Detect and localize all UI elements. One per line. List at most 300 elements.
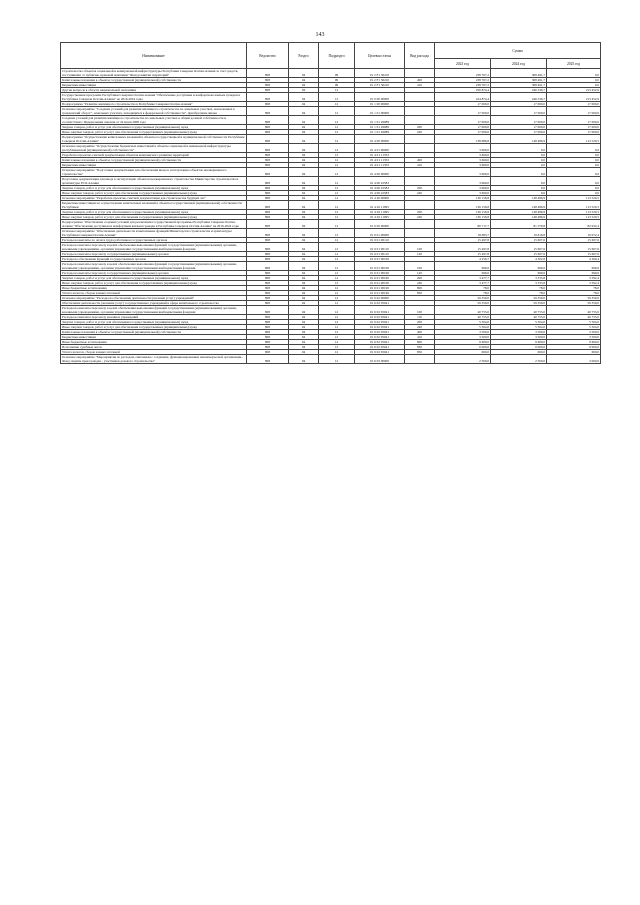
cell-a: 224 874,4: [435, 93, 491, 102]
cell-cs: 01 6 01 00000: [355, 229, 405, 238]
cell-cs: 01 6 02 05041: [355, 330, 405, 335]
cell-ved: 808: [247, 116, 289, 125]
cell-rz: 04: [289, 315, 319, 320]
cell-vr: [405, 168, 435, 177]
cell-c: 59 359,0: [547, 301, 601, 306]
cell-ved: 808: [247, 281, 289, 286]
cell-name: Подпрограмма "Обеспечение создания условий для реализации государственной программы Республики Северная Осетия-Алания "Обеспечение доступным и комфортным жильем граждан в Республике Северная Осетия-Алания" на 2016-2024 годы: [61, 220, 247, 229]
cell-c: 0,0: [547, 158, 601, 163]
cell-b: 59 359,0: [491, 301, 547, 306]
cell-rz: 04: [289, 186, 319, 191]
cell-ved: 808: [247, 163, 289, 168]
cell-a: 15 497,8: [435, 252, 491, 257]
cell-c: 3 592,4: [547, 281, 601, 286]
cell-rz: 04: [289, 286, 319, 291]
cell-pr: 12: [319, 135, 355, 144]
cell-c: 0,0: [547, 78, 601, 83]
cell-b: 78,0: [491, 291, 547, 296]
cell-b: 0,0: [491, 144, 547, 153]
cell-a: 17 000,0: [435, 130, 491, 135]
cell-ved: 808: [247, 135, 289, 144]
cell-rz: 04: [289, 350, 319, 355]
cell-b: 3 500,0: [491, 335, 547, 340]
cell-a: 136 156,8: [435, 196, 491, 201]
cell-c: 0,0: [547, 69, 601, 78]
cell-pr: 12: [319, 243, 355, 252]
cell-rz: 04: [289, 153, 319, 158]
cell-b: 3 535,8: [491, 281, 547, 286]
cell-b: 3 500,0: [491, 330, 547, 335]
cell-name: Бюджетные инвестиции на осуществление капитальных вложений в объекты государственной (муниципальной) собственности Республики: [61, 201, 247, 210]
cell-c: 600,0: [547, 350, 601, 355]
cell-b: 78,0: [491, 286, 547, 291]
cell-name: Основное мероприятие "Мероприятия по расходам, связанным с созданием, функционированием некоммерческой организации - Фонд защиты прав граждан - участников долевого строительства": [61, 355, 247, 364]
cell-pr: 12: [319, 315, 355, 320]
cell-c: 19 072,4: [547, 229, 601, 238]
cell-b: 148 486,9: [491, 215, 547, 220]
cell-ved: 808: [247, 144, 289, 153]
cell-a: 9 600,0: [435, 340, 491, 345]
cell-c: 0,0: [547, 186, 601, 191]
cell-c: 0,0: [547, 83, 601, 88]
cell-cs: 01 6 02 05041: [355, 350, 405, 355]
cell-name: Закупка товаров, работ и услуг для обеспечения государственных (муниципальных) нужд: [61, 320, 247, 325]
cell-a: 256 874,4: [435, 88, 491, 93]
cell-rz: 04: [289, 238, 319, 243]
cell-a: 3 477,7: [435, 276, 491, 281]
cell-c: 17 000,0: [547, 116, 601, 125]
cell-a: 3 660,0: [435, 191, 491, 196]
cell-b: 40 755,0: [491, 315, 547, 320]
cell-vr: [405, 220, 435, 229]
cell-pr: 12: [319, 201, 355, 210]
cell-cs: 01 4 06 22583: [355, 177, 405, 186]
cell-vr: [405, 116, 435, 125]
cell-pr: 12: [319, 144, 355, 153]
table-row: [61, 243, 601, 252]
cell-a: 15 497,8: [435, 238, 491, 243]
cell-pr: 12: [319, 93, 355, 102]
cell-cs: 01 1 00 00000: [355, 102, 405, 107]
cell-rz: 04: [289, 330, 319, 335]
cell-b: 699,6: [491, 271, 547, 276]
cell-vr: 110: [405, 315, 435, 320]
cell-rz: 04: [289, 340, 319, 345]
cell-c: 0,0: [547, 191, 601, 196]
cell-a: 3 477,7: [435, 281, 491, 286]
cell-b: 3 535,8: [491, 276, 547, 281]
cell-name: Расходы на выплаты персоналу государственных (муниципальных) органов: [61, 252, 247, 257]
cell-b: 9 000,0: [491, 345, 547, 350]
cell-vr: 240: [405, 215, 435, 220]
cell-ved: 808: [247, 330, 289, 335]
cell-rz: 04: [289, 276, 319, 281]
cell-name: Закупка товаров, работ и услуг для обеспечения государственных (муниципальных) нужд: [61, 210, 247, 215]
cell-vr: [405, 93, 435, 102]
cell-b: 699,6: [491, 262, 547, 271]
cell-ved: 808: [247, 78, 289, 83]
cell-vr: 240: [405, 130, 435, 135]
cell-ved: 808: [247, 83, 289, 88]
cell-name: Основное мероприятие "Обеспечение деятельности и выполнение функций Министерства строительства и архитектуры Республики Северная Осетия-Алания": [61, 229, 247, 238]
cell-name: Закупка товаров, работ и услуг для обеспечения государственных (муниципальных) нужд: [61, 125, 247, 130]
table-row: [61, 229, 601, 238]
cell-rz: 04: [289, 281, 319, 286]
cell-c: 0,0: [547, 168, 601, 177]
cell-cs: 01 4 26 11095: [355, 201, 405, 210]
cell-rz: 04: [289, 252, 319, 257]
cell-a: 3 500,0: [435, 335, 491, 340]
table-row: [61, 93, 601, 102]
cell-cs: 01 1 01 29089: [355, 125, 405, 130]
cell-vr: 410: [405, 335, 435, 340]
cell-cs: 01 4 06 22583: [355, 191, 405, 196]
cell-name: Закупка товаров, работ и услуг для обеспечения государственных (муниципальных) нужд: [61, 186, 247, 191]
cell-b: 0,0: [491, 153, 547, 158]
cell-pr: 12: [319, 271, 355, 276]
cell-pr: 12: [319, 320, 355, 325]
cell-rz: 04: [289, 116, 319, 125]
cell-pr: 12: [319, 210, 355, 215]
cell-b: 17 000,0: [491, 107, 547, 116]
cell-vr: 240: [405, 281, 435, 286]
cell-cs: 01 4 06 00000: [355, 168, 405, 177]
cell-b: 5 504,0: [491, 325, 547, 330]
cell-name: Исполнение судебных актов: [61, 345, 247, 350]
cell-pr: 12: [319, 252, 355, 257]
cell-ved: 808: [247, 88, 289, 93]
cell-cs: 01 6 01 00110: [355, 238, 405, 243]
cell-c: 4 369,4: [547, 257, 601, 262]
cell-rz: 04: [289, 355, 319, 364]
cell-a: 3 660,0: [435, 144, 491, 153]
cell-b: 2 500,0: [491, 355, 547, 364]
cell-a: 3 660,0: [435, 186, 491, 191]
cell-pr: 12: [319, 335, 355, 340]
cell-ved: 808: [247, 191, 289, 196]
cell-rz: 04: [289, 220, 319, 229]
cell-cs: 01 6 01 00190: [355, 291, 405, 296]
cell-name: Иные закупки товаров, работ и услуг для обеспечения государственных (муниципальных) нужд: [61, 130, 247, 135]
cell-a: 17 000,0: [435, 116, 491, 125]
cell-ved: 808: [247, 69, 289, 78]
cell-vr: 240: [405, 191, 435, 196]
cell-pr: 09: [319, 78, 355, 83]
cell-vr: 240: [405, 325, 435, 330]
cell-name: Бюджетные инвестиции: [61, 83, 247, 88]
cell-rz: 04: [289, 201, 319, 210]
cell-b: 5 504,0: [491, 320, 547, 325]
cell-pr: 12: [319, 306, 355, 315]
cell-vr: 410: [405, 163, 435, 168]
cell-a: 3 660,0: [435, 158, 491, 163]
cell-c: 0,0: [547, 177, 601, 186]
cell-b: 148 486,9: [491, 210, 547, 215]
cell-name: Государственная программа Республики Северная Осетия-Алания "Обеспечение доступным и комфортным жильем граждан в Республике Северная Осетия-Алания" на 2016-2024 годы: [61, 93, 247, 102]
table-row: [61, 107, 601, 116]
cell-rz: 04: [289, 325, 319, 330]
cell-rz: 04: [289, 135, 319, 144]
cell-name: Иные бюджетные ассигнования: [61, 286, 247, 291]
cell-a: 15 497,8: [435, 243, 491, 252]
cell-name: Основное мероприятие "Расходы на обеспечение деятельности (оказание услуг) учреждений": [61, 296, 247, 301]
cell-name: Обеспечение деятельности (оказание услуг) государственных учреждений в сфере капитального строительства: [61, 301, 247, 306]
cell-vr: 100: [405, 306, 435, 315]
cell-name: Расходы на выплаты персоналу казенных учреждений: [61, 315, 247, 320]
cell-cs: 01 4 26 00000: [355, 196, 405, 201]
cell-rz: 04: [289, 88, 319, 93]
cell-cs: 01 6 01 00110: [355, 243, 405, 252]
cell-b: 600,0: [491, 350, 547, 355]
cell-b: 148 486,9: [491, 135, 547, 144]
cell-ved: 808: [247, 355, 289, 364]
cell-b: 148 486,9: [491, 201, 547, 210]
cell-vr: 100: [405, 243, 435, 252]
cell-c: 0,0: [547, 153, 601, 158]
cell-rz: 04: [289, 257, 319, 262]
cell-name: Основное мероприятие "Подготовка документации для обеспечения ввода в эксплуатацию объектов незавершенного строительства": [61, 168, 247, 177]
cell-pr: 12: [319, 355, 355, 364]
cell-c: 17 000,0: [547, 130, 601, 135]
cell-pr: 12: [319, 276, 355, 281]
col-header-2023: 2023 год: [435, 59, 491, 69]
cell-b: 308 491,7: [491, 69, 547, 78]
cell-ved: 808: [247, 125, 289, 130]
cell-b: 0,0: [491, 163, 547, 168]
table-row: [61, 135, 601, 144]
cell-c: 82 932,4: [547, 220, 601, 229]
cell-vr: 200: [405, 186, 435, 191]
cell-c: 59 359,0: [547, 296, 601, 301]
cell-name: Основное мероприятие "Разработка проектно-сметной документации для строительства будущих лет": [61, 196, 247, 201]
cell-c: 78,0: [547, 286, 601, 291]
cell-name: Иные бюджетные ассигнования: [61, 340, 247, 345]
col-header-expense-type: Вид расхода: [405, 43, 435, 69]
cell-pr: 12: [319, 220, 355, 229]
cell-cs: 01 1 01 29089: [355, 130, 405, 135]
cell-ved: 808: [247, 220, 289, 229]
cell-rz: 04: [289, 93, 319, 102]
cell-a: 59 359,0: [435, 296, 491, 301]
cell-pr: 12: [319, 125, 355, 130]
cell-c: 15 607,6: [547, 238, 601, 243]
cell-ved: 808: [247, 158, 289, 163]
cell-rz: 04: [289, 83, 319, 88]
cell-pr: 09: [319, 69, 355, 78]
cell-name: Основное мероприятие "Осуществление бюджетных инвестиций в объекты социальной и инженерной инфраструктуры республиканской (муниципальной) собственности": [61, 144, 247, 153]
cell-vr: 400: [405, 158, 435, 163]
table-row: [61, 306, 601, 315]
cell-name: Расходы на выплаты персоналу в целях обеспечения выполнения функций государственными (муниципальными) органами, казенными учреждениями, органами управления государственными внебюджетными фондами: [61, 262, 247, 271]
cell-name: Капитальные вложения в объекты государственной (муниципальной) собственности: [61, 158, 247, 163]
cell-a: 17 000,0: [435, 102, 491, 107]
cell-c: 113 520,5: [547, 201, 601, 210]
cell-a: 80 717,7: [435, 220, 491, 229]
cell-c: 17 000,0: [547, 107, 601, 116]
cell-ved: 808: [247, 229, 289, 238]
cell-pr: 12: [319, 340, 355, 345]
cell-c: 9 600,0: [547, 340, 601, 345]
cell-vr: 100: [405, 262, 435, 271]
cell-a: 238 767,2: [435, 83, 491, 88]
cell-vr: 400: [405, 330, 435, 335]
cell-name: Основное мероприятие "Создание условий для развития жилищного строительства на земельных участках, вовлеченных в гражданский оборот", земельных участках, находящихся в федеральной собственности", приобретение жилья: [61, 107, 247, 116]
cell-vr: [405, 135, 435, 144]
cell-a: 138 686,8: [435, 135, 491, 144]
cell-a: 3 660,0: [435, 153, 491, 158]
cell-cs: 01 6 03 00000: [355, 355, 405, 364]
cell-pr: 12: [319, 158, 355, 163]
cell-ved: 808: [247, 271, 289, 276]
cell-cs: 01 6 01 00190: [355, 271, 405, 276]
table-row: [61, 116, 601, 125]
cell-rz: 04: [289, 107, 319, 116]
cell-vr: 830: [405, 345, 435, 350]
cell-a: 40 755,0: [435, 306, 491, 315]
cell-c: 5 504,0: [547, 320, 601, 325]
table-row: [61, 144, 601, 153]
cell-pr: 12: [319, 281, 355, 286]
cell-cs: 01 2 F1 50210: [355, 69, 405, 78]
cell-rz: 04: [289, 215, 319, 220]
cell-a: 699,6: [435, 262, 491, 271]
cell-rz: 04: [289, 262, 319, 271]
cell-cs: 01 6 01 00190: [355, 257, 405, 262]
cell-c: 40 755,0: [547, 306, 601, 315]
cell-b: 17 000,0: [491, 125, 547, 130]
cell-rz: 04: [289, 345, 319, 350]
cell-cs: 01 6 02 05041: [355, 320, 405, 325]
cell-vr: 800: [405, 286, 435, 291]
cell-vr: [405, 201, 435, 210]
cell-name: Другие вопросы в области национальной экономики: [61, 88, 247, 93]
cell-vr: 200: [405, 210, 435, 215]
cell-cs: 01 6 01 00190: [355, 281, 405, 286]
cell-vr: [405, 69, 435, 78]
cell-b: 15 607,6: [491, 252, 547, 257]
col-header-sum: Сумма: [435, 43, 601, 59]
cell-b: 15 607,6: [491, 243, 547, 252]
cell-a: 59 359,0: [435, 301, 491, 306]
cell-pr: 12: [319, 325, 355, 330]
cell-cs: 01 4 26 11095: [355, 215, 405, 220]
cell-cs: 01 6 01 00190: [355, 286, 405, 291]
cell-rz: 04: [289, 163, 319, 168]
cell-ved: 808: [247, 325, 289, 330]
cell-vr: 800: [405, 340, 435, 345]
cell-b: 246 536,7: [491, 88, 547, 93]
cell-pr: 12: [319, 257, 355, 262]
cell-pr: 12: [319, 262, 355, 271]
cell-ved: 808: [247, 306, 289, 315]
cell-name: Бюджетные инвестиции: [61, 163, 247, 168]
cell-name: Бюджетные инвестиции: [61, 335, 247, 340]
cell-ved: 808: [247, 262, 289, 271]
cell-vr: 400: [405, 78, 435, 83]
cell-b: 0,0: [491, 177, 547, 186]
cell-b: 0,0: [491, 186, 547, 191]
cell-name: Подготовка документации для ввода в эксплуатацию объектов незавершенного строительства Министерства строительства и архитектуры РСО-Алания: [61, 177, 247, 186]
cell-pr: 12: [319, 330, 355, 335]
cell-ved: 808: [247, 276, 289, 281]
cell-rz: 04: [289, 320, 319, 325]
cell-rz: 04: [289, 78, 319, 83]
cell-pr: 12: [319, 229, 355, 238]
cell-ved: 808: [247, 215, 289, 220]
table-header: [61, 43, 601, 69]
cell-ved: 808: [247, 210, 289, 215]
cell-rz: 04: [289, 130, 319, 135]
cell-ved: 808: [247, 130, 289, 135]
col-header-razdel: Раздел: [289, 43, 319, 69]
cell-name: Расходы на обеспечение функций государственных органов: [61, 257, 247, 262]
cell-cs: 01 6 02 05041: [355, 306, 405, 315]
cell-rz: 04: [289, 158, 319, 163]
cell-ved: 808: [247, 153, 289, 158]
cell-rz: 04: [289, 335, 319, 340]
cell-b: 59 359,0: [491, 296, 547, 301]
cell-name: Расходы на выплаты персоналу в целях обеспечения выполнения функций государственными (муниципальными) органами, казенными учреждениями, органами управления государственными внебюджетными фондами: [61, 306, 247, 315]
cell-b: 81 579,8: [491, 220, 547, 229]
cell-c: 17 000,0: [547, 102, 601, 107]
cell-ved: 808: [247, 168, 289, 177]
cell-b: 308 491,7: [491, 78, 547, 83]
cell-rz: 04: [289, 168, 319, 177]
col-header-2024: 2024 год: [491, 59, 547, 69]
cell-ved: 808: [247, 177, 289, 186]
cell-c: 78,0: [547, 291, 601, 296]
col-header-2025: 2025 год: [547, 59, 601, 69]
cell-cs: 01 4 01 00000: [355, 144, 405, 153]
cell-rz: 04: [289, 229, 319, 238]
table-row: [61, 177, 601, 186]
cell-pr: 12: [319, 301, 355, 306]
cell-b: 0,0: [491, 168, 547, 177]
cell-b: 4 302,8: [491, 257, 547, 262]
cell-a: 136 156,8: [435, 210, 491, 215]
cell-pr: 12: [319, 102, 355, 107]
cell-ved: 808: [247, 196, 289, 201]
cell-vr: 120: [405, 271, 435, 276]
cell-cs: 01 6 02 05041: [355, 340, 405, 345]
cell-vr: 200: [405, 276, 435, 281]
table-row: [61, 262, 601, 271]
cell-rz: 04: [289, 210, 319, 215]
col-header-podrazdel: Подраздел: [319, 43, 355, 69]
cell-c: 40 755,0: [547, 315, 601, 320]
cell-a: 40 755,0: [435, 315, 491, 320]
cell-b: 0,0: [491, 158, 547, 163]
cell-pr: 12: [319, 177, 355, 186]
cell-ved: 808: [247, 291, 289, 296]
cell-pr: 12: [319, 286, 355, 291]
cell-cs: 01 4 01 11353: [355, 153, 405, 158]
cell-cs: 01 6 02 00000: [355, 296, 405, 301]
cell-pr: 12: [319, 163, 355, 168]
cell-c: 15 607,6: [547, 252, 601, 257]
cell-ved: 808: [247, 257, 289, 262]
cell-vr: 850: [405, 291, 435, 296]
cell-cs: 01 4 00 00000: [355, 135, 405, 144]
table-body: [61, 69, 601, 364]
cell-cs: 01 1 01 00000: [355, 107, 405, 116]
cell-rz: 04: [289, 125, 319, 130]
cell-a: 5 504,0: [435, 325, 491, 330]
cell-name: Подпрограмма "Развитие жилищного строительства в Республике Северная Осетия-Алания": [61, 102, 247, 107]
cell-pr: 12: [319, 130, 355, 135]
cell-a: 3 500,0: [435, 330, 491, 335]
cell-a: 78,0: [435, 286, 491, 291]
